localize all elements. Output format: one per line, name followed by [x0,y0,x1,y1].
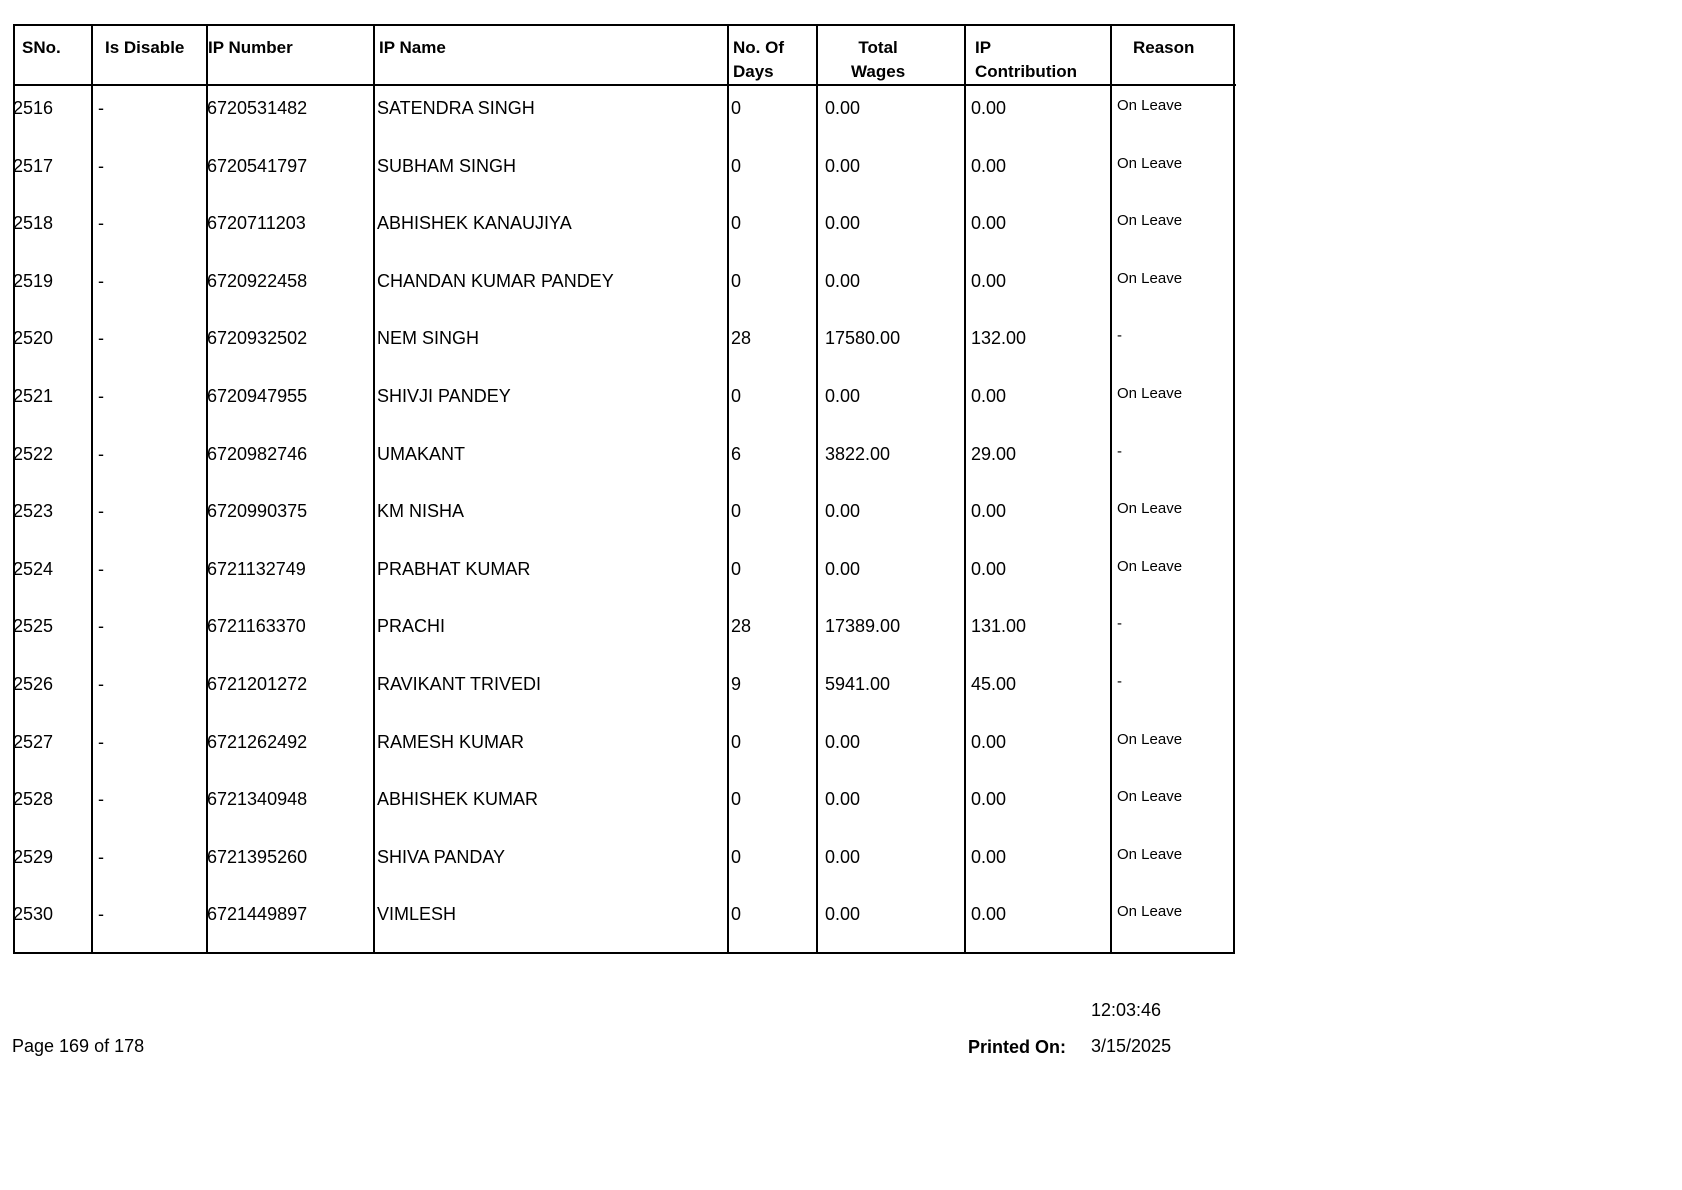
cell-is-disable: - [98,789,104,810]
cell-wages: 0.00 [825,386,861,406]
header-ip-name: IP Name [379,38,446,57]
header-contribution [975,36,1077,84]
cell-ip-number: 6720531482 [207,98,308,118]
cell-days: 0 [731,98,742,118]
cell-contribution: 0.00 [971,731,1007,752]
table-row [15,261,1233,319]
cell-reason: On Leave [1117,212,1183,230]
cell-contribution: 0.00 [971,386,1007,406]
cell-ip-name: SHIVJI PANDEY [377,386,511,406]
cell-ip-name: SHIVA PANDAY [377,846,506,867]
cell-wages: 17580.00 [825,328,901,349]
cell-ip-number: 6721262492 [207,731,308,752]
cell-reason: On Leave [1117,788,1183,806]
cell-sno: 2519 [13,270,54,291]
cell-ip-name: UMAKANT [377,443,466,464]
cell-contribution: 0.00 [971,558,1007,579]
cell-reason: On Leave [1117,154,1183,172]
cell-is-disable: - [98,443,104,464]
cell-contribution: 0.00 [971,213,1007,234]
cell-wages: 0.00 [825,213,861,234]
cell-ip-name: RAVIKANT TRIVEDI [377,674,542,694]
cell-days: 0 [731,789,742,810]
cell-contribution: 0.00 [971,501,1007,522]
cell-contribution: 0.00 [971,789,1007,810]
cell-is-disable: - [98,98,104,118]
cell-sno: 2526 [13,674,54,694]
cell-wages: 0.00 [825,904,861,925]
cell-days: 0 [731,386,742,406]
header-days-line1: No. Of [733,38,784,57]
header-divider [15,84,1236,86]
cell-days: 0 [731,155,742,176]
cell-is-disable: - [98,846,104,867]
cell-ip-number: 6721449897 [207,904,308,925]
cell-ip-number: 6720947955 [207,386,308,406]
cell-reason: On Leave [1117,557,1183,575]
cell-reason: On Leave [1117,500,1183,518]
cell-is-disable: - [98,386,104,406]
cell-wages: 0.00 [825,155,861,176]
cell-sno: 2521 [13,386,54,406]
cell-ip-number: 6721201272 [207,674,308,694]
cell-reason: On Leave [1117,845,1183,863]
header-ip-number: IP Number [208,38,293,57]
cell-contribution: 0.00 [971,270,1007,291]
cell-ip-number: 6720990375 [207,501,308,522]
cell-sno: 2530 [13,904,54,925]
cell-is-disable: - [98,904,104,925]
cell-ip-name: SUBHAM SINGH [377,155,517,176]
cell-is-disable: - [98,501,104,522]
table-row [15,722,1233,780]
contribution-table [13,24,1235,954]
cell-ip-name: SATENDRA SINGH [377,98,535,118]
cell-is-disable: - [98,558,104,579]
cell-wages: 3822.00 [825,443,891,464]
cell-wages: 0.00 [825,501,861,522]
cell-ip-number: 6720711203 [207,213,306,234]
cell-ip-number: 6720541797 [207,155,308,176]
cell-wages: 17389.00 [825,616,901,637]
cell-sno: 2520 [13,328,54,349]
cell-is-disable: - [98,213,104,234]
cell-sno: 2524 [13,558,54,579]
printed-on-label: Printed On: [968,1037,1066,1057]
cell-sno: 2528 [13,789,54,810]
cell-is-disable: - [98,328,104,349]
page-info: Page 169 of 178 [12,1036,145,1056]
header-wages-line1: Total [858,38,898,57]
cell-ip-name: KM NISHA [377,501,465,522]
cell-reason: - [1117,327,1122,345]
cell-days: 0 [731,213,742,234]
cell-is-disable: - [98,616,104,637]
cell-days: 0 [731,558,742,579]
cell-contribution: 0.00 [971,155,1007,176]
cell-days: 28 [731,616,752,637]
table-row [15,894,1233,952]
cell-ip-number: 6721163370 [207,616,306,637]
cell-is-disable: - [98,731,104,752]
cell-days: 6 [731,443,742,464]
cell-is-disable: - [98,674,104,694]
cell-contribution: 131.00 [971,616,1027,637]
cell-days: 0 [731,731,742,752]
cell-reason: - [1117,673,1122,690]
cell-sno: 2517 [13,155,54,176]
cell-days: 9 [731,674,742,694]
table-row [15,779,1233,837]
cell-reason: - [1117,442,1122,460]
cell-ip-name: ABHISHEK KUMAR [377,789,539,810]
cell-wages: 0.00 [825,98,861,118]
cell-ip-name: VIMLESH [377,904,457,925]
header-days-line2: Days [733,62,774,81]
cell-ip-name: PRABHAT KUMAR [377,558,531,579]
cell-reason: On Leave [1117,385,1183,402]
cell-contribution: 0.00 [971,98,1007,118]
cell-sno: 2525 [13,616,54,637]
cell-ip-number: 6721132749 [207,558,306,579]
cell-sno: 2529 [13,846,54,867]
cell-ip-name: RAMESH KUMAR [377,731,525,752]
table-row [15,606,1233,664]
cell-contribution: 29.00 [971,443,1017,464]
table-row [15,549,1233,607]
header-contribution-line2: Contribution [975,62,1077,81]
table-row [15,664,1233,722]
cell-days: 0 [731,904,742,925]
header-sno: SNo. [22,38,61,57]
cell-ip-number: 6720932502 [207,328,308,349]
cell-ip-number: 6720922458 [207,270,308,291]
cell-days: 0 [731,846,742,867]
cell-reason: On Leave [1117,730,1183,748]
cell-contribution: 0.00 [971,846,1007,867]
cell-days: 28 [731,328,752,349]
cell-ip-name: CHANDAN KUMAR PANDEY [377,270,614,291]
cell-sno: 2518 [13,213,54,234]
table-row [15,491,1233,549]
cell-days: 0 [731,501,742,522]
header-wages [851,36,905,84]
cell-ip-number: 6720982746 [207,443,308,464]
table-row [15,376,1233,434]
cell-reason: On Leave [1117,903,1183,921]
header-contribution-line1: IP [975,38,992,57]
cell-sno: 2516 [13,98,54,118]
cell-ip-number: 6721340948 [207,789,308,810]
cell-days: 0 [731,270,742,291]
cell-reason: On Leave [1117,97,1183,114]
cell-wages: 0.00 [825,558,861,579]
cell-wages: 0.00 [825,270,861,291]
cell-ip-name: NEM SINGH [377,328,480,349]
table-row [15,318,1233,376]
cell-sno: 2522 [13,443,54,464]
cell-wages: 5941.00 [825,674,891,694]
cell-ip-name: ABHISHEK KANAUJIYA [377,213,572,234]
cell-contribution: 0.00 [971,904,1007,925]
cell-wages: 0.00 [825,846,861,867]
table-row [15,434,1233,492]
printed-time: 12:03:46 [1091,1000,1162,1020]
cell-ip-name: PRACHI [377,616,446,637]
cell-ip-number: 6721395260 [207,846,308,867]
printed-date: 3/15/2025 [1091,1036,1172,1056]
cell-reason: On Leave [1117,269,1183,287]
table-row [15,203,1233,261]
cell-sno: 2523 [13,501,54,522]
cell-reason: - [1117,615,1122,633]
header-reason: Reason [1133,38,1195,57]
table-row [15,837,1233,895]
cell-contribution: 132.00 [971,328,1027,349]
cell-contribution: 45.00 [971,674,1017,694]
cell-is-disable: - [98,270,104,291]
table-row [15,88,1233,146]
cell-wages: 0.00 [825,789,861,810]
header-wages-line2: Wages [851,62,906,81]
cell-is-disable: - [98,155,104,176]
table-row [15,146,1233,204]
header-is-disable: Is Disable [105,38,185,57]
header-days [733,36,784,84]
cell-wages: 0.00 [825,731,861,752]
cell-sno: 2527 [13,731,54,752]
